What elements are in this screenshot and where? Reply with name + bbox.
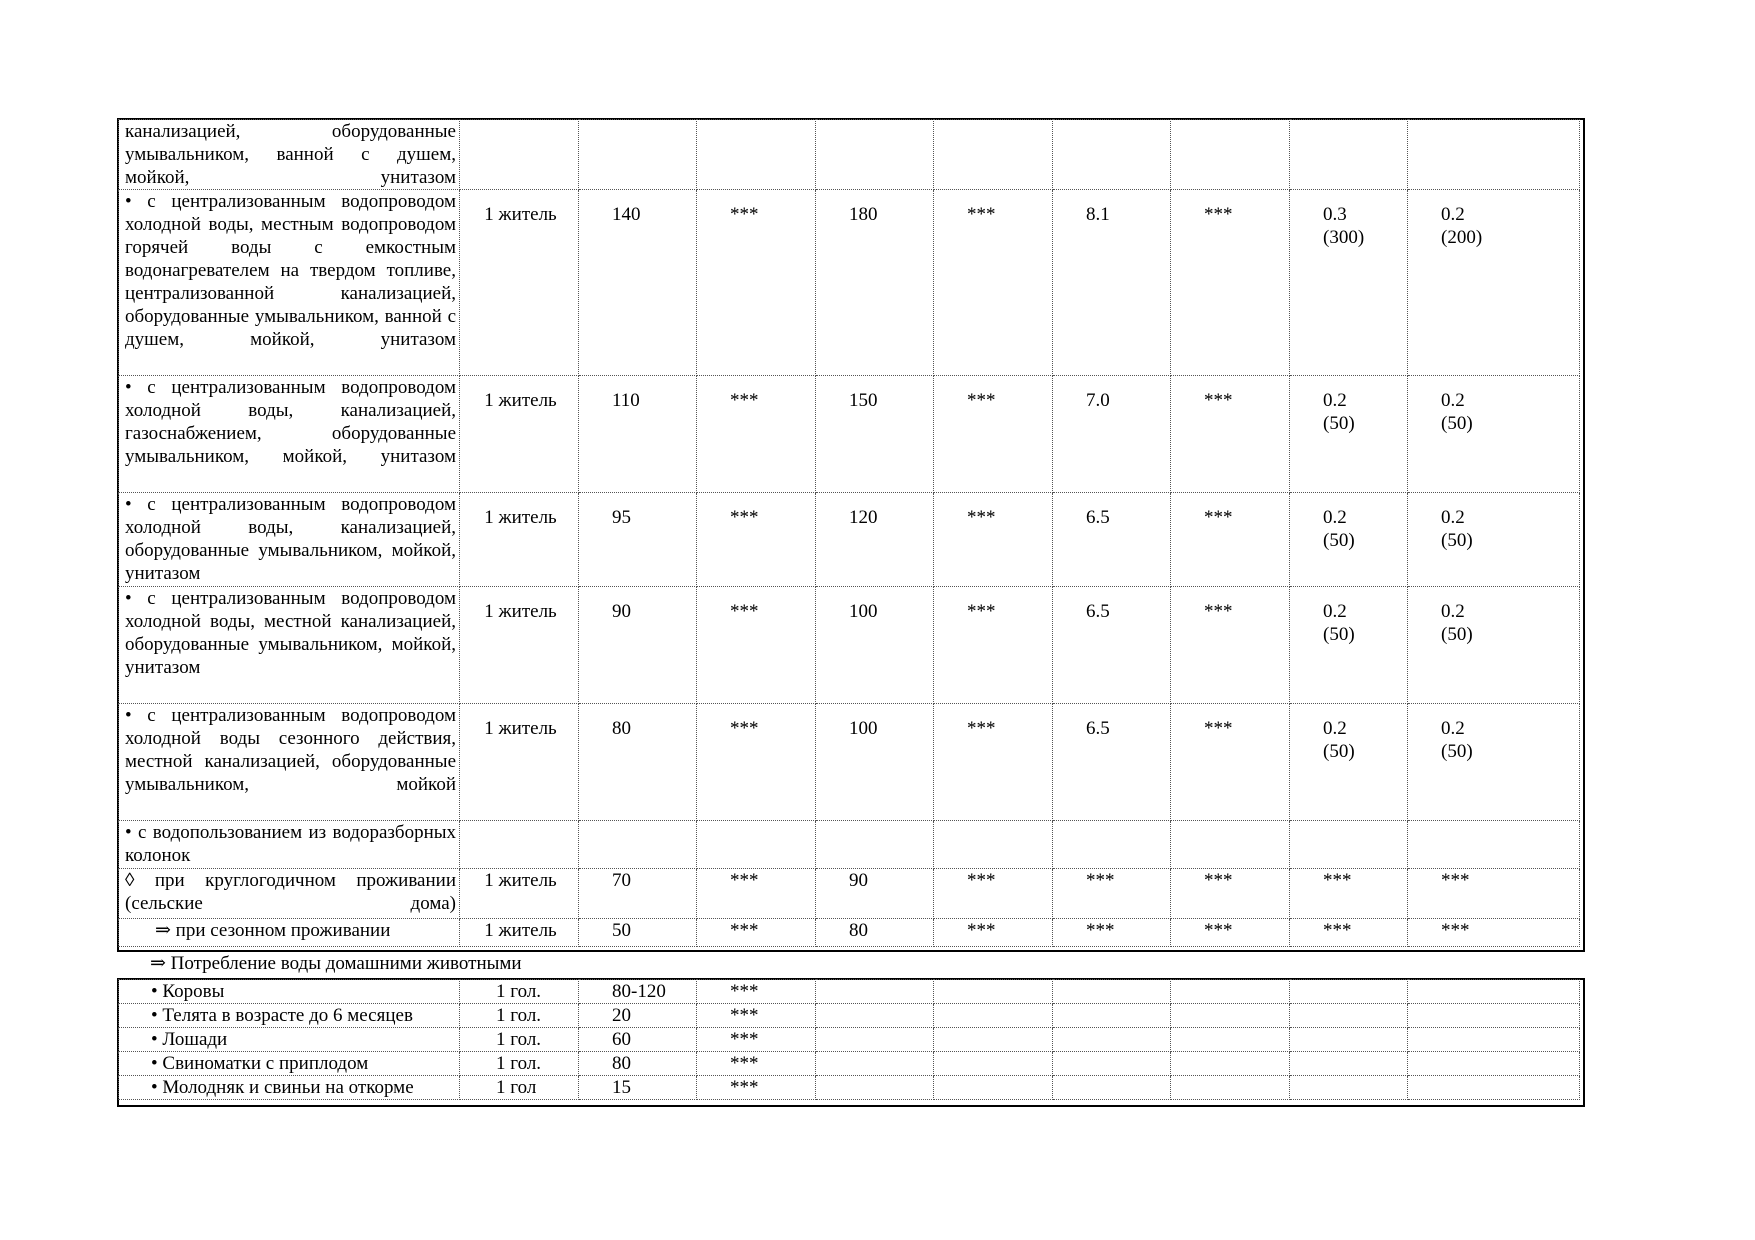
value-text: 100 <box>849 718 878 739</box>
row-unit <box>460 869 579 919</box>
value-cell <box>1053 821 1171 869</box>
value-cell <box>1171 821 1290 869</box>
value-cell <box>1408 1004 1580 1028</box>
value-text: 8.1 <box>1086 204 1110 225</box>
unit-text: 1 житель <box>484 390 557 411</box>
value-cell <box>1290 587 1408 704</box>
value-cell <box>579 1076 697 1100</box>
value-text: 15 <box>612 1077 631 1098</box>
value-cell <box>1290 376 1408 493</box>
value-cell <box>1408 704 1580 821</box>
value-cell <box>1408 1052 1580 1076</box>
value-cell <box>934 704 1053 821</box>
value-cell <box>1171 1028 1290 1052</box>
row-description: • с централизованным водопроводом холодной воды, канализацией, газоснабжением, оборудованные умывальником, мойкой, унитазом <box>119 376 460 493</box>
table-row <box>119 821 1580 869</box>
value-text: 0.2 (50) <box>1441 390 1473 434</box>
value-cell <box>1053 704 1171 821</box>
value-text: 7.0 <box>1086 390 1110 411</box>
value-text: *** <box>730 601 759 622</box>
value-cell <box>934 821 1053 869</box>
value-text: *** <box>730 1005 759 1026</box>
value-text: *** <box>730 1077 759 1098</box>
value-cell <box>1290 704 1408 821</box>
value-cell <box>934 919 1053 947</box>
value-cell <box>579 980 697 1004</box>
value-cell <box>1408 980 1580 1004</box>
value-text: *** <box>967 718 996 739</box>
value-text: *** <box>730 1029 759 1050</box>
value-cell <box>1171 120 1290 190</box>
value-cell <box>697 980 816 1004</box>
value-cell <box>816 1052 934 1076</box>
value-cell <box>1408 493 1580 587</box>
value-cell <box>1053 869 1171 919</box>
value-cell <box>816 1004 934 1028</box>
value-cell <box>579 821 697 869</box>
value-cell <box>697 190 816 376</box>
value-cell <box>934 1028 1053 1052</box>
row-unit <box>460 821 579 869</box>
value-cell <box>1053 493 1171 587</box>
value-cell <box>697 376 816 493</box>
value-text: 20 <box>612 1005 631 1026</box>
value-text: *** <box>1204 718 1233 739</box>
value-cell <box>934 376 1053 493</box>
value-cell <box>1408 1076 1580 1100</box>
table-row <box>119 1004 1580 1028</box>
table-row <box>119 376 1580 493</box>
value-text: 80 <box>612 1053 631 1074</box>
value-cell <box>816 493 934 587</box>
value-text: *** <box>1204 601 1233 622</box>
value-cell <box>1408 587 1580 704</box>
value-text: 120 <box>849 507 878 528</box>
value-cell <box>697 1004 816 1028</box>
value-cell <box>1171 980 1290 1004</box>
value-cell <box>1171 493 1290 587</box>
value-cell <box>579 120 697 190</box>
value-cell <box>697 704 816 821</box>
row-description: канализацией, оборудованные умывальником, ванной с душем, мойкой, унитазом <box>119 120 460 190</box>
row-unit <box>460 120 579 190</box>
table-row <box>119 587 1580 704</box>
water-consumption-table <box>118 119 1580 947</box>
value-text: 6.5 <box>1086 601 1110 622</box>
livestock-water-table <box>118 979 1580 1100</box>
value-text: 180 <box>849 204 878 225</box>
value-text: 110 <box>612 390 640 411</box>
value-cell <box>1171 919 1290 947</box>
value-cell <box>1408 869 1580 919</box>
value-cell <box>1171 1052 1290 1076</box>
value-cell <box>934 1052 1053 1076</box>
value-text: 6.5 <box>1086 718 1110 739</box>
value-cell <box>1053 190 1171 376</box>
value-text: *** <box>1204 870 1233 891</box>
value-cell <box>697 587 816 704</box>
value-text: 0.2 (50) <box>1441 507 1473 551</box>
value-cell <box>1053 376 1171 493</box>
value-cell <box>1290 120 1408 190</box>
animal-description: • Свиноматки с приплодом <box>119 1052 460 1076</box>
value-text: 150 <box>849 390 878 411</box>
value-text: *** <box>730 870 759 891</box>
value-cell <box>934 587 1053 704</box>
value-cell <box>934 120 1053 190</box>
value-text: 0.2 (50) <box>1323 601 1355 645</box>
value-cell <box>934 1004 1053 1028</box>
value-cell <box>579 1004 697 1028</box>
value-cell <box>934 190 1053 376</box>
value-cell <box>1053 1004 1171 1028</box>
unit-text: 1 житель <box>484 204 557 225</box>
value-text: 0.2 (50) <box>1323 390 1355 434</box>
value-cell <box>579 493 697 587</box>
value-text: *** <box>1204 390 1233 411</box>
animal-description: • Коровы <box>119 980 460 1004</box>
row-unit <box>460 980 579 1004</box>
animal-description: • Лошади <box>119 1028 460 1052</box>
value-cell <box>816 587 934 704</box>
value-text: *** <box>730 718 759 739</box>
row-unit <box>460 190 579 376</box>
value-cell <box>1171 1004 1290 1028</box>
value-cell <box>1408 376 1580 493</box>
value-text: *** <box>1441 920 1470 941</box>
value-cell <box>1171 1076 1290 1100</box>
table-row <box>119 869 1580 919</box>
value-cell <box>1171 587 1290 704</box>
value-text: *** <box>967 601 996 622</box>
value-text: 140 <box>612 204 641 225</box>
table-row <box>119 493 1580 587</box>
value-text: 95 <box>612 507 631 528</box>
value-text: *** <box>1323 920 1352 941</box>
row-unit <box>460 1004 579 1028</box>
value-cell <box>697 919 816 947</box>
value-cell <box>1290 1052 1408 1076</box>
row-unit <box>460 1076 579 1100</box>
table-row <box>119 1028 1580 1052</box>
value-text: 70 <box>612 870 631 891</box>
value-cell <box>1290 1028 1408 1052</box>
value-cell <box>1290 1076 1408 1100</box>
value-text: *** <box>1204 920 1233 941</box>
row-unit <box>460 1052 579 1076</box>
value-text: 80 <box>612 718 631 739</box>
value-cell <box>579 587 697 704</box>
value-cell <box>816 821 934 869</box>
value-cell <box>579 190 697 376</box>
value-text: *** <box>730 507 759 528</box>
table-row <box>119 1052 1580 1076</box>
value-cell <box>1053 1052 1171 1076</box>
value-cell <box>1053 587 1171 704</box>
table-row <box>119 1076 1580 1100</box>
value-cell <box>1290 1004 1408 1028</box>
row-unit <box>460 704 579 821</box>
value-cell <box>934 980 1053 1004</box>
value-cell <box>1171 704 1290 821</box>
value-cell <box>816 980 934 1004</box>
table-row <box>119 704 1580 821</box>
value-text: *** <box>1086 870 1115 891</box>
row-unit <box>460 587 579 704</box>
value-cell <box>579 1052 697 1076</box>
value-cell <box>1290 919 1408 947</box>
value-cell <box>697 821 816 869</box>
animal-description: • Молодняк и свиньи на откорме <box>119 1076 460 1100</box>
row-description: • с централизованным водопроводом холодной воды сезонного действия, местной канализацией, оборудованные умывальником, мойкой <box>119 704 460 821</box>
value-cell <box>579 1028 697 1052</box>
value-text: *** <box>730 1053 759 1074</box>
unit-text: 1 гол. <box>496 981 542 1002</box>
row-unit <box>460 1028 579 1052</box>
row-description: • с централизованным водопроводом холодной воды, местным водопроводом горячей воды с емкостным водонагревателем на твердом топливе, централизованной канализацией, оборудованные умывальником, ванной с душем, мойкой, унитазом <box>119 190 460 376</box>
value-cell <box>697 1076 816 1100</box>
value-cell <box>1053 1028 1171 1052</box>
animal-description: • Телята в возрасте до 6 месяцев <box>119 1004 460 1028</box>
value-text: *** <box>1441 870 1470 891</box>
table-row <box>119 190 1580 376</box>
value-text: *** <box>967 204 996 225</box>
value-cell <box>1290 821 1408 869</box>
livestock-subheading: ⇒ Потребление воды домашними животными <box>150 953 522 974</box>
value-cell <box>697 493 816 587</box>
value-cell <box>1290 980 1408 1004</box>
unit-text: 1 житель <box>484 507 557 528</box>
value-cell <box>934 1076 1053 1100</box>
table-row <box>119 120 1580 190</box>
value-text: 90 <box>849 870 868 891</box>
value-text: *** <box>967 507 996 528</box>
value-cell <box>1171 376 1290 493</box>
row-description: ◊ при круглогодичном проживании (сельские дома) <box>119 869 460 919</box>
value-text: *** <box>730 204 759 225</box>
value-cell <box>1408 120 1580 190</box>
value-cell <box>816 376 934 493</box>
value-text: 0.2 (200) <box>1441 204 1483 248</box>
unit-text: 1 житель <box>484 601 557 622</box>
row-description: • с централизованным водопроводом холодной воды, канализацией, оборудованные умывальником, мойкой, унитазом <box>119 493 460 587</box>
value-text: 50 <box>612 920 631 941</box>
value-cell <box>934 869 1053 919</box>
value-cell <box>1290 869 1408 919</box>
table-row <box>119 980 1580 1004</box>
value-cell <box>697 869 816 919</box>
value-text: 90 <box>612 601 631 622</box>
unit-text: 1 житель <box>484 718 557 739</box>
value-cell <box>816 869 934 919</box>
value-cell <box>1290 493 1408 587</box>
unit-text: 1 гол. <box>496 1005 542 1026</box>
value-cell <box>1408 1028 1580 1052</box>
value-text: 0.2 (50) <box>1323 718 1355 762</box>
unit-text: 1 житель <box>484 870 557 891</box>
row-description: ⇒ при сезонном проживании <box>119 919 460 947</box>
value-text: 60 <box>612 1029 631 1050</box>
value-cell <box>1408 919 1580 947</box>
value-text: *** <box>730 981 759 1002</box>
value-text: 0.2 (50) <box>1441 601 1473 645</box>
table-row <box>119 919 1580 947</box>
value-cell <box>816 919 934 947</box>
value-cell <box>1053 919 1171 947</box>
value-cell <box>1053 1076 1171 1100</box>
value-cell <box>1171 869 1290 919</box>
value-cell <box>579 919 697 947</box>
value-cell <box>697 1028 816 1052</box>
value-text: 100 <box>849 601 878 622</box>
value-text: *** <box>967 870 996 891</box>
value-cell <box>1053 980 1171 1004</box>
value-text: 0.2 (50) <box>1323 507 1355 551</box>
unit-text: 1 житель <box>484 920 557 941</box>
row-unit <box>460 919 579 947</box>
value-cell <box>1053 120 1171 190</box>
unit-text: 1 гол <box>496 1077 537 1098</box>
value-cell <box>579 376 697 493</box>
value-text: 0.2 (50) <box>1441 718 1473 762</box>
value-cell <box>1290 190 1408 376</box>
value-text: *** <box>1086 920 1115 941</box>
unit-text: 1 гол. <box>496 1029 542 1050</box>
value-text: *** <box>967 390 996 411</box>
value-cell <box>816 190 934 376</box>
value-cell <box>1408 821 1580 869</box>
value-text: 80 <box>849 920 868 941</box>
value-cell <box>934 493 1053 587</box>
value-text: *** <box>1204 507 1233 528</box>
value-text: 0.3 (300) <box>1323 204 1365 248</box>
value-text: *** <box>1204 204 1233 225</box>
value-cell <box>579 869 697 919</box>
unit-text: 1 гол. <box>496 1053 542 1074</box>
value-cell <box>697 1052 816 1076</box>
value-cell <box>816 1076 934 1100</box>
value-text: 80-120 <box>612 981 666 1002</box>
value-cell <box>1408 190 1580 376</box>
row-description: • с водопользованием из водоразборных колонок <box>119 821 460 869</box>
value-text: *** <box>1323 870 1352 891</box>
value-cell <box>816 1028 934 1052</box>
value-cell <box>816 120 934 190</box>
value-cell <box>579 704 697 821</box>
value-cell <box>1171 190 1290 376</box>
row-unit <box>460 493 579 587</box>
value-cell <box>697 120 816 190</box>
value-text: *** <box>730 390 759 411</box>
value-cell <box>816 704 934 821</box>
value-text: *** <box>730 920 759 941</box>
row-description: • с централизованным водопроводом холодной воды, местной канализацией, оборудованные умывальником, мойкой, унитазом <box>119 587 460 704</box>
row-unit <box>460 376 579 493</box>
value-text: 6.5 <box>1086 507 1110 528</box>
value-text: *** <box>967 920 996 941</box>
